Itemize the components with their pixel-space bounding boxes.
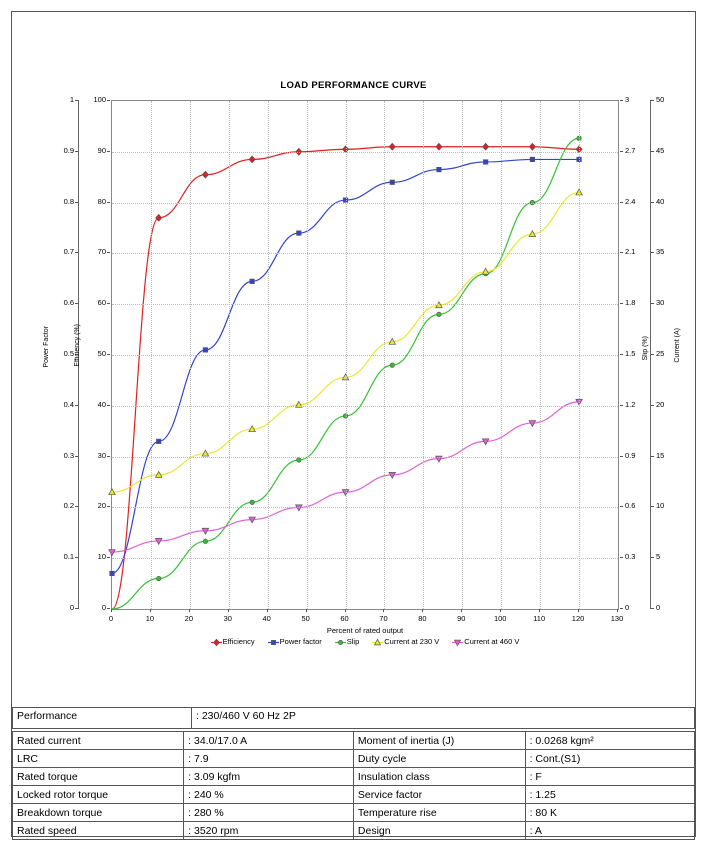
axis-tick: [617, 609, 618, 612]
legend-item[interactable]: [268, 637, 322, 646]
axis-tick-label-power-factor: 0.8: [63, 196, 74, 206]
axis-tick-label-x: 120: [571, 614, 585, 623]
series-marker: [530, 157, 534, 161]
chart-legend: [111, 637, 619, 646]
axis-tick: [107, 303, 110, 304]
axis-tick: [75, 557, 78, 558]
chart-panel: [12, 12, 695, 702]
axis-tick: [651, 303, 654, 304]
axis-tick-label-current: 20: [656, 399, 665, 409]
axis-tick: [267, 609, 268, 612]
axis-tick-label-x: 130: [610, 614, 624, 623]
series-marker: [389, 143, 395, 150]
axis-tick: [620, 456, 623, 457]
table-row: [13, 786, 695, 804]
axis-tick: [620, 151, 623, 152]
table-row: [13, 750, 695, 768]
axis-tick: [539, 609, 540, 612]
series-marker: [436, 143, 442, 150]
axis-tick-label-current: 45: [656, 145, 665, 155]
series-marker: [250, 279, 254, 283]
axis-tick: [620, 405, 623, 406]
axis-tick-label-slip: 0.9: [625, 450, 636, 460]
axis-tick-label-power-factor: 0.4: [63, 399, 74, 409]
spec-label-right: Duty cycle: [353, 750, 525, 768]
axis-tick-label-x: 0: [108, 614, 114, 623]
series-marker: [156, 576, 160, 580]
gridline-horizontal: [112, 304, 618, 305]
axis-tick-label-power-factor: 0.1: [63, 552, 74, 562]
axis-tick: [107, 608, 110, 609]
axis-tick-label-power-factor: 0.2: [63, 501, 74, 511]
axis-tick: [651, 151, 654, 152]
axis-tick: [500, 609, 501, 612]
series-marker: [390, 180, 394, 184]
axis-tick: [578, 609, 579, 612]
spec-value-right: : F: [525, 768, 694, 786]
axis-tick: [107, 405, 110, 406]
table-row: [13, 804, 695, 822]
axis-tick: [75, 405, 78, 406]
axis-tick-label-efficiency: 100: [93, 95, 106, 104]
gridline-horizontal: [112, 355, 618, 356]
legend-item[interactable]: [372, 637, 439, 646]
axis-tick-label-slip: 1.8: [625, 298, 636, 308]
axis-tick: [345, 609, 346, 612]
axis-tick: [651, 405, 654, 406]
axis-tick-label-current: 10: [656, 501, 665, 511]
axis-tick: [461, 609, 462, 612]
axis-tick-label-current: 5: [656, 552, 661, 562]
axis-tick-label-power-factor: 0.9: [63, 145, 74, 155]
axis-title-x: Percent of rated output: [326, 626, 404, 635]
series-marker: [250, 500, 254, 504]
spec-label-right: Insulation class: [353, 768, 525, 786]
axis-tick-label-slip: 1.5: [625, 349, 636, 358]
axis-tick-label-power-factor: 0.7: [63, 247, 74, 257]
spec-label-left: Rated speed: [13, 822, 184, 840]
axis-tick-label-slip: 2.4: [625, 196, 636, 206]
spec-value-left: : 3520 rpm: [184, 822, 354, 840]
legend-label: Power factor: [279, 637, 322, 646]
table-row: [13, 768, 695, 786]
legend-marker-icon: [268, 637, 277, 646]
axis-tick-label-efficiency: 0: [101, 603, 106, 612]
legend-label: Current at 460 V: [464, 637, 520, 646]
gridline-horizontal: [112, 203, 618, 204]
legend-item[interactable]: [452, 637, 519, 646]
axis-tick-label-efficiency: 90: [97, 145, 106, 155]
axis-title-slip: Slip (%): [642, 336, 649, 361]
spec-value-left: : 3.09 kgfm: [184, 768, 354, 786]
axis-tick: [620, 557, 623, 558]
axis-tick-label-x: 70: [379, 614, 388, 623]
axis-tick-label-power-factor: 0.3: [63, 450, 74, 460]
legend-label: Current at 230 V: [384, 637, 440, 646]
axis-tick-label-x: 40: [262, 614, 271, 623]
series-marker: [203, 539, 207, 543]
spec-value-right: : Cont.(S1): [525, 750, 694, 768]
axis-tick-label-current: 40: [656, 196, 665, 206]
series-marker: [110, 571, 114, 575]
legend-label: Slip: [346, 637, 360, 646]
axis-tick-label-slip: 1.2: [625, 399, 636, 409]
performance-header-table: [12, 707, 695, 729]
axis-tick: [651, 100, 654, 101]
axis-tick: [111, 609, 112, 612]
series-marker: [297, 458, 301, 462]
axis-tick: [75, 100, 78, 101]
spec-value-left: : 280 %: [184, 804, 354, 822]
axis-tick: [306, 609, 307, 612]
specification-table: [12, 731, 695, 840]
axis-tick-label-power-factor: 0: [69, 603, 74, 612]
legend-item[interactable]: [211, 637, 255, 646]
axis-tick: [107, 252, 110, 253]
axis-tick-label-slip: 0.3: [625, 552, 636, 562]
axis-tick-label-efficiency: 70: [97, 247, 106, 257]
axis-tick-label-slip: 2.7: [625, 145, 636, 155]
axis-tick: [620, 506, 623, 507]
axis-tick-label-current: 25: [656, 349, 665, 358]
axis-tick: [620, 202, 623, 203]
axis-tick-label-efficiency: 50: [97, 349, 106, 358]
axis-tick-label-slip: 3: [625, 95, 630, 104]
axis-title-efficiency: Efficiency (%): [74, 324, 81, 367]
axis-tick: [651, 456, 654, 457]
series-marker: [297, 231, 301, 235]
axis-tick-label-current: 15: [656, 450, 665, 460]
gridline-horizontal: [112, 253, 618, 254]
axis-tick: [651, 354, 654, 355]
gridline-horizontal: [112, 558, 618, 559]
gridline-horizontal: [112, 457, 618, 458]
axis-tick: [107, 557, 110, 558]
spec-label-left: Rated torque: [13, 768, 184, 786]
axis-tick: [651, 557, 654, 558]
axis-tick: [75, 303, 78, 304]
legend-marker-icon: [211, 637, 220, 646]
axis-tick-label-current: 35: [656, 247, 665, 257]
series-marker: [156, 439, 160, 443]
axis-tick: [651, 608, 654, 609]
axis-tick: [651, 252, 654, 253]
axis-tick-label-efficiency: 30: [97, 450, 106, 460]
series-marker: [202, 171, 208, 178]
axis-tick-label-slip: 0.6: [625, 501, 636, 511]
legend-marker-icon: [335, 637, 344, 646]
spec-label-right: Service factor: [353, 786, 525, 804]
series-marker: [156, 214, 162, 221]
axis-tick: [75, 202, 78, 203]
axis-tick-label-x: 100: [493, 614, 507, 623]
axis-title-power-factor: Power Factor: [43, 326, 50, 368]
axis-tick-label-x: 90: [457, 614, 466, 623]
gridline-horizontal: [112, 152, 618, 153]
axis-tick: [107, 354, 110, 355]
axis-tick: [651, 202, 654, 203]
axis-tick-label-current: 30: [656, 298, 665, 308]
axis-tick-label-efficiency: 40: [97, 399, 106, 409]
axis-tick: [620, 252, 623, 253]
axis-tick: [651, 506, 654, 507]
series-marker: [437, 312, 441, 316]
axis-title-current: Current (A): [674, 328, 681, 363]
axis-tick: [107, 202, 110, 203]
legend-label: Efficiency: [222, 637, 255, 646]
gridline-horizontal: [112, 406, 618, 407]
spec-label-left: LRC: [13, 750, 184, 768]
axis-tick: [620, 100, 623, 101]
series-marker: [390, 363, 394, 367]
axis-tick-label-efficiency: 20: [97, 501, 106, 511]
axis-tick-label-slip: 2.1: [625, 247, 636, 257]
axis-tick: [75, 506, 78, 507]
axis-tick-label-slip: 0: [625, 603, 630, 612]
table-row: [13, 708, 695, 729]
axis-tick-label-efficiency: 10: [97, 552, 106, 562]
axis-tick-label-power-factor: 0.5: [63, 349, 74, 358]
axis-tick: [189, 609, 190, 612]
chart-title: LOAD PERFORMANCE CURVE: [280, 80, 427, 91]
axis-tick-label-efficiency: 60: [97, 298, 106, 308]
axis-tick: [620, 303, 623, 304]
axis-tick: [107, 100, 110, 101]
axis-tick-label-x: 30: [223, 614, 232, 623]
performance-label: Performance: [13, 708, 192, 729]
spec-value-right: : A: [525, 822, 694, 840]
axis-tick-label-efficiency: 80: [97, 196, 106, 206]
axis-tick: [107, 151, 110, 152]
spec-value-left: : 34.0/17.0 A: [184, 732, 354, 750]
legend-marker-icon: [372, 637, 381, 646]
spec-label-right: Temperature rise: [353, 804, 525, 822]
axis-tick-label-x: 10: [145, 614, 155, 623]
axis-tick-label-x: 110: [533, 614, 546, 623]
spec-label-left: Rated current: [13, 732, 184, 750]
spec-label-right: Design: [353, 822, 525, 840]
spec-value-left: : 7.9: [184, 750, 354, 768]
spec-value-right: : 1.25: [525, 786, 694, 804]
legend-item[interactable]: [335, 637, 360, 646]
axis-tick: [75, 456, 78, 457]
axis-tick: [150, 609, 151, 612]
spec-label-left: Breakdown torque: [13, 804, 184, 822]
axis-tick: [228, 609, 229, 612]
axis-tick-label-x: 50: [301, 614, 310, 623]
axis-tick-label-current: 50: [656, 95, 665, 104]
series-marker: [483, 143, 489, 150]
spec-label-right: Moment of inertia (J): [353, 732, 525, 750]
axis-tick-label-current: 0: [656, 603, 661, 612]
axis-tick: [107, 506, 110, 507]
series-marker: [249, 156, 255, 163]
spec-label-left: Locked rotor torque: [13, 786, 184, 804]
performance-value: : 230/460 V 60 Hz 2P: [192, 708, 695, 729]
spec-value-left: : 240 %: [184, 786, 354, 804]
axis-tick-label-x: 60: [340, 614, 349, 623]
axis-tick-label-x: 80: [418, 614, 427, 623]
chart-plot-area: [111, 100, 619, 610]
series-marker: [529, 143, 535, 150]
gridline-horizontal: [112, 507, 618, 508]
axis-tick: [107, 456, 110, 457]
axis-tick: [620, 608, 623, 609]
axis-tick: [422, 609, 423, 612]
series-marker: [483, 160, 487, 164]
spec-value-right: : 0.0268 kgm²: [525, 732, 694, 750]
spec-value-right: : 80 K: [525, 804, 694, 822]
series-marker: [437, 167, 441, 171]
table-row: [13, 822, 695, 840]
axis-tick: [75, 151, 78, 152]
axis-tick-label-x: 20: [184, 614, 194, 623]
legend-marker-icon: [452, 637, 461, 646]
table-row: [13, 732, 695, 750]
axis-tick-label-power-factor: 0.6: [63, 298, 74, 308]
axis-tick: [620, 354, 623, 355]
axis-tick: [383, 609, 384, 612]
axis-tick-label-power-factor: 1: [69, 95, 74, 104]
series-marker: [203, 348, 207, 352]
axis-tick: [75, 252, 78, 253]
axis-tick: [75, 608, 78, 609]
